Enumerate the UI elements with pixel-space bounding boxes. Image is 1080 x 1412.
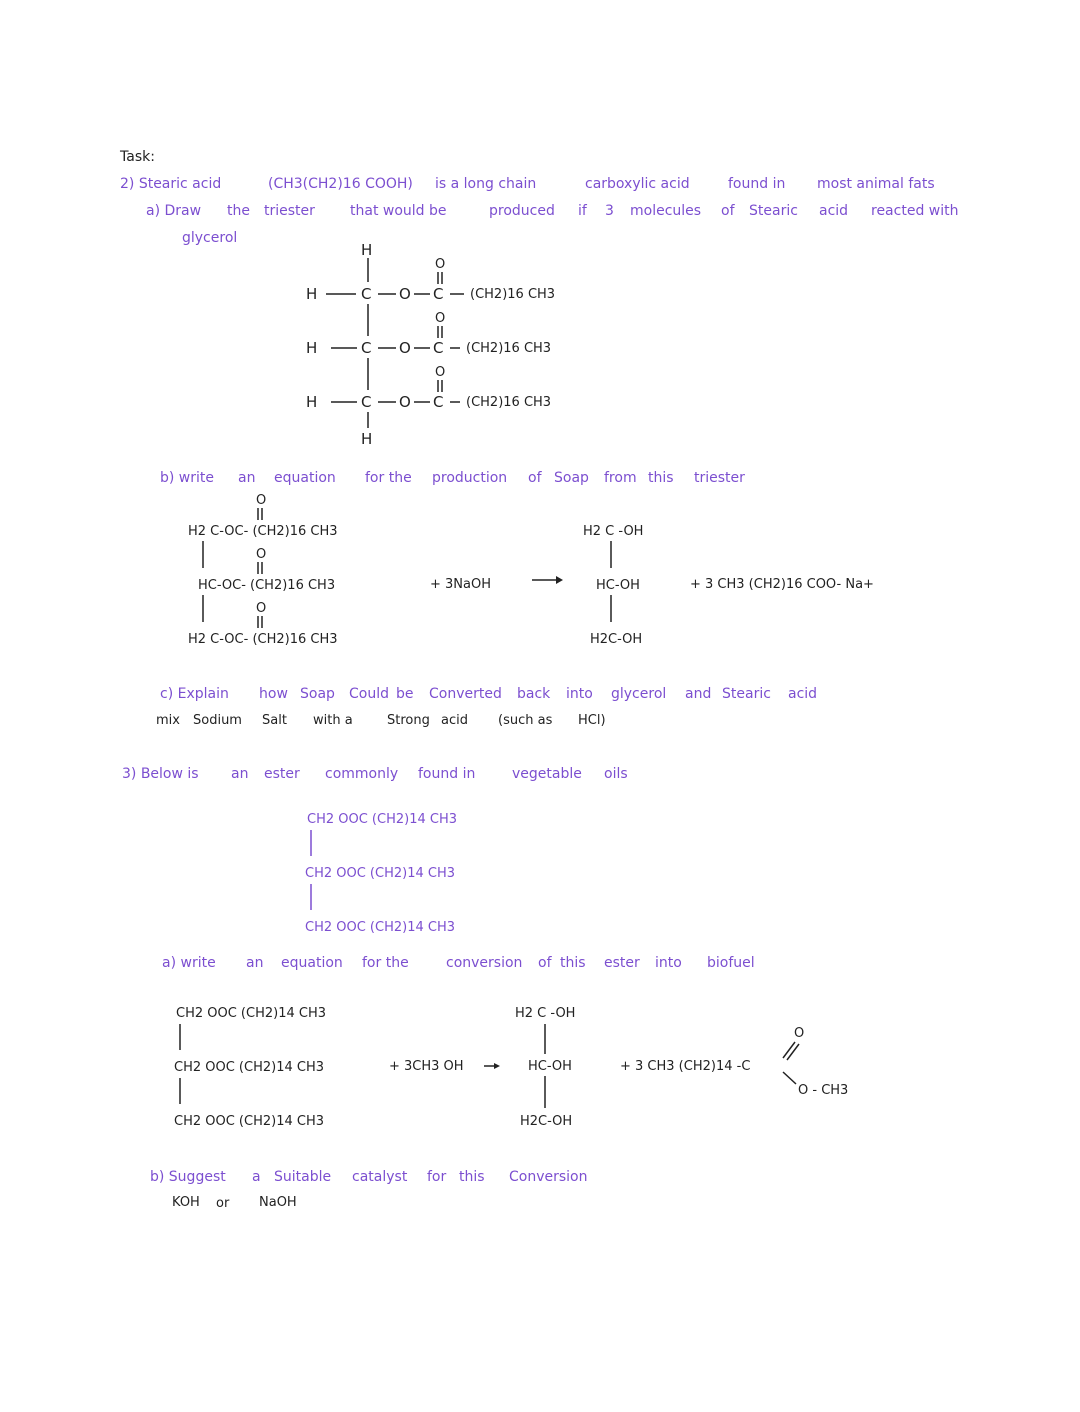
q2c-answer-acid: acid bbox=[441, 713, 468, 728]
q2b-word-triester: triester bbox=[694, 470, 745, 486]
q2c-word-how: how bbox=[259, 686, 288, 702]
q3a-word-conversion: conversion bbox=[446, 955, 523, 971]
q2-title: 2) Stearic acid bbox=[120, 176, 222, 192]
q2c-word-could: Could bbox=[349, 686, 389, 702]
q3a-word-an: an bbox=[246, 955, 264, 971]
q3a-word-into: into bbox=[655, 955, 682, 971]
q3a-product-row-2: HC-OH bbox=[528, 1059, 572, 1074]
q2b-reactant-row-2: HC-OC- (CH2)16 CH3 bbox=[198, 578, 336, 593]
q2a-word-the: the bbox=[227, 203, 250, 219]
q2c-word-converted: Converted bbox=[429, 686, 502, 702]
q2b-reactant-row-3: H2 C-OC- (CH2)16 CH3 bbox=[188, 632, 338, 647]
q3a-word-this: this bbox=[560, 955, 586, 971]
q2a-word-stearic: Stearic bbox=[749, 203, 798, 219]
triester-row1-o: O bbox=[399, 285, 411, 303]
q2b-word-soap: Soap bbox=[554, 470, 589, 486]
q3b-word-conversion: Conversion bbox=[509, 1169, 588, 1185]
q2b-reagent: + 3NaOH bbox=[430, 577, 491, 592]
q3-word-vegetable: vegetable bbox=[512, 766, 582, 782]
q2c-answer-strong: Strong bbox=[387, 713, 430, 728]
q3a-reactant-row-1: CH2 OOC (CH2)14 CH3 bbox=[176, 1006, 326, 1021]
q2c-word-and: and bbox=[685, 686, 712, 702]
q3a-ester-o-top: O bbox=[794, 1026, 805, 1041]
triester-row2-chain: (CH2)16 CH3 bbox=[466, 341, 552, 356]
q2-text-long-chain: is a long chain bbox=[435, 176, 537, 192]
q2c-word-into: into bbox=[566, 686, 593, 702]
q2-text-found-in: found in bbox=[728, 176, 786, 192]
triester-row3-h: H bbox=[306, 393, 318, 411]
q2a-word-3: 3 bbox=[605, 203, 614, 219]
q2b-label: b) write bbox=[160, 470, 214, 486]
q2-formula: (CH3(CH2)16 COOH) bbox=[268, 176, 413, 192]
q3-ester-row-1: CH2 OOC (CH2)14 CH3 bbox=[307, 812, 457, 827]
q2c-answer-salt: Salt bbox=[262, 713, 287, 728]
q2c-answer-mix: mix bbox=[156, 713, 180, 728]
q2c-word-back: back bbox=[517, 686, 551, 702]
q2b-word-from: from bbox=[604, 470, 637, 486]
q3a-ester-o-bottom: O - CH3 bbox=[798, 1083, 849, 1098]
q3b-answer-koh: KOH bbox=[172, 1195, 200, 1210]
q2a-word-that-would-be: that would be bbox=[350, 203, 447, 219]
q2b-word-an: an bbox=[238, 470, 256, 486]
q2c-word-acid: acid bbox=[788, 686, 818, 702]
triester-row2-carbonyl-c: C bbox=[433, 339, 444, 357]
q3b-word-for: for bbox=[427, 1169, 447, 1185]
q3b-word-a: a bbox=[252, 1169, 261, 1185]
q3a-product-row-3: H2C-OH bbox=[520, 1114, 573, 1129]
triester-h-bottom: H bbox=[361, 430, 373, 448]
q2b-word-production: production bbox=[432, 470, 508, 486]
triester-row3-chain: (CH2)16 CH3 bbox=[466, 395, 552, 410]
q3b-word-suitable: Suitable bbox=[274, 1169, 332, 1185]
q2b-carbonyl-o-3: O bbox=[256, 601, 267, 616]
q3-word-found-in: found in bbox=[418, 766, 476, 782]
q3b-answer-or: or bbox=[216, 1196, 230, 1211]
q2c-label: c) Explain bbox=[160, 686, 229, 702]
q3a-label: a) write bbox=[162, 955, 216, 971]
q2a-word-molecules: molecules bbox=[630, 203, 702, 219]
q2b-word-equation: equation bbox=[274, 470, 336, 486]
q2b-word-of: of bbox=[528, 470, 542, 486]
triester-row3-carbonyl-c: C bbox=[433, 393, 444, 411]
q2b-product-row-3: H2C-OH bbox=[590, 632, 643, 647]
triester-row1-carbonyl-c: C bbox=[433, 285, 444, 303]
q3a-reagent: + 3CH3 OH bbox=[389, 1059, 464, 1074]
q2c-answer-such-as: (such as bbox=[498, 713, 553, 728]
q3a-word-of: of bbox=[538, 955, 552, 971]
q3-label: 3) Below is bbox=[122, 766, 199, 782]
q2c-word-glycerol: glycerol bbox=[611, 686, 667, 702]
q2a-word-glycerol: glycerol bbox=[182, 230, 238, 246]
q2a-word-reacted-with: reacted with bbox=[871, 203, 959, 219]
q2a-word-of: of bbox=[721, 203, 735, 219]
q2c-word-be: be bbox=[396, 686, 414, 702]
q2b-carbonyl-o-2: O bbox=[256, 547, 267, 562]
q2c-answer-sodium: Sodium bbox=[193, 713, 242, 728]
q3a-reactant-row-3: CH2 OOC (CH2)14 CH3 bbox=[174, 1114, 324, 1129]
triester-h-top: H bbox=[361, 241, 373, 259]
q3-word-an: an bbox=[231, 766, 249, 782]
q3a-word-for-the: for the bbox=[362, 955, 409, 971]
triester-row1-h: H bbox=[306, 285, 318, 303]
q3-word-commonly: commonly bbox=[325, 766, 399, 782]
triester-row2-o: O bbox=[399, 339, 411, 357]
q3a-reactant-row-2: CH2 OOC (CH2)14 CH3 bbox=[174, 1060, 324, 1075]
q2-text-carboxylic: carboxylic acid bbox=[585, 176, 690, 192]
triester-row1-carbonyl-o: O bbox=[435, 257, 446, 272]
triester-row3-carbonyl-o: O bbox=[435, 365, 446, 380]
q3b-label: b) Suggest bbox=[150, 1169, 226, 1185]
triester-row2-carbonyl-o: O bbox=[435, 311, 446, 326]
q3a-word-biofuel: biofuel bbox=[707, 955, 755, 971]
q3-ester-row-3: CH2 OOC (CH2)14 CH3 bbox=[305, 920, 455, 935]
triester-row1-chain: (CH2)16 CH3 bbox=[470, 287, 556, 302]
q2b-carbonyl-o-1: O bbox=[256, 493, 267, 508]
q2a-word-triester: triester bbox=[264, 203, 315, 219]
q3-word-oils: oils bbox=[604, 766, 628, 782]
q2c-answer-with-a: with a bbox=[313, 713, 353, 728]
triester-row2-c: C bbox=[361, 339, 372, 357]
q2a-word-acid: acid bbox=[819, 203, 849, 219]
q3-word-ester: ester bbox=[264, 766, 300, 782]
q3-ester-row-2: CH2 OOC (CH2)14 CH3 bbox=[305, 866, 455, 881]
triester-row3-c: C bbox=[361, 393, 372, 411]
q3a-ester-product: + 3 CH3 (CH2)14 -C bbox=[620, 1059, 751, 1074]
q3b-word-catalyst: catalyst bbox=[352, 1169, 408, 1185]
task-label: Task: bbox=[120, 149, 155, 165]
q2-text-animal-fats: most animal fats bbox=[817, 176, 935, 192]
q2a-word-produced: produced bbox=[489, 203, 555, 219]
q2b-product-row-1: H2 C -OH bbox=[583, 524, 644, 539]
q2c-word-soap: Soap bbox=[300, 686, 335, 702]
q3a-word-ester: ester bbox=[604, 955, 640, 971]
q2b-reactant-row-1: H2 C-OC- (CH2)16 CH3 bbox=[188, 524, 338, 539]
q2c-word-stearic: Stearic bbox=[722, 686, 771, 702]
q2a-label: a) Draw bbox=[146, 203, 202, 219]
q2c-answer-hcl: HCl) bbox=[578, 713, 606, 728]
q3b-answer-naoh: NaOH bbox=[259, 1195, 297, 1210]
triester-row1-c: C bbox=[361, 285, 372, 303]
q2b-word-this: this bbox=[648, 470, 674, 486]
q2a-word-if: if bbox=[578, 203, 587, 219]
triester-row2-h: H bbox=[306, 339, 318, 357]
q2b-product-row-2: HC-OH bbox=[596, 578, 640, 593]
q3a-product-row-1: H2 C -OH bbox=[515, 1006, 576, 1021]
triester-row3-o: O bbox=[399, 393, 411, 411]
q3b-word-this: this bbox=[459, 1169, 485, 1185]
q2b-salt-product: + 3 CH3 (CH2)16 COO- Na+ bbox=[690, 577, 874, 592]
q2b-word-for-the: for the bbox=[365, 470, 412, 486]
q3a-word-equation: equation bbox=[281, 955, 343, 971]
